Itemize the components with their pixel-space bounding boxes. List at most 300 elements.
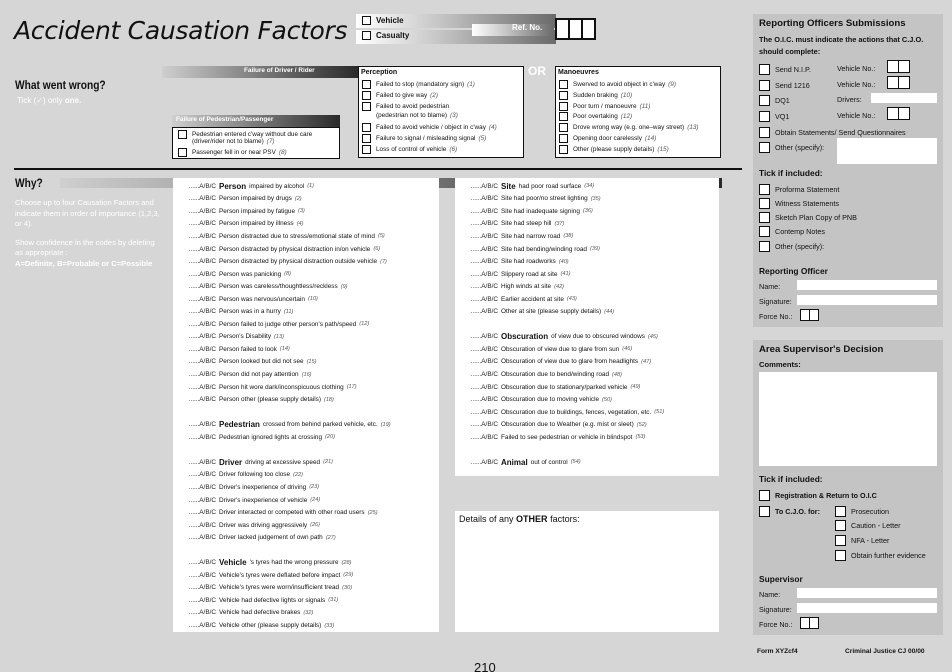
abc-rating[interactable]: ......A/B/C	[188, 433, 216, 441]
cause-row[interactable]	[173, 469, 439, 482]
option-text: Swerved to avoid object in c'way	[573, 81, 666, 88]
cause-code: (26)	[310, 522, 321, 529]
caution-letter-checkbox[interactable]	[835, 520, 846, 531]
abc-rating[interactable]: ......A/B/C	[188, 383, 216, 391]
option-text: Poor overtaking	[573, 113, 618, 121]
cause-row[interactable]	[173, 343, 439, 356]
cause-text: Vehicle had defective brakes	[219, 609, 301, 617]
option-checkbox[interactable]	[559, 91, 568, 100]
cause-code: (32)	[303, 609, 314, 616]
cause-text: High winds at site	[501, 283, 552, 291]
cause-text: Person looked but did not see	[219, 358, 304, 366]
abc-rating[interactable]: ......A/B/C	[188, 358, 216, 366]
cause-row[interactable]	[173, 456, 439, 469]
cause-text: Site had poor/no street lighting	[501, 195, 588, 203]
abc-rating[interactable]: ......A/B/C	[470, 371, 498, 379]
cause-row[interactable]	[173, 557, 439, 570]
cause-text: Person impaired by illness	[219, 220, 294, 228]
casualty-label: Casualty	[376, 31, 410, 40]
cause-row[interactable]	[455, 255, 719, 268]
abc-rating[interactable]: ......A/B/C	[470, 220, 498, 228]
cause-text: Vehicle's tyres were worn/insufficient tread	[219, 584, 340, 592]
wrong-option	[362, 102, 452, 111]
further-evidence-checkbox[interactable]	[835, 550, 846, 561]
option-checkbox[interactable]	[362, 123, 371, 132]
reporting-panel: Reporting Officers Submissions The O.I.C. must indicate the actions that C.J.O. should complete: Send N.I.P. Vehicle No.: Send 1216 Vehicle No.: DQ1 Drivers: VQ1 Vehicle No.: Obtain Statements/ Send Questionnaires Other (specify): Tick if included: Proforma Statement Witness Statements Sketch Plan Copy of PNB Contemp Notes Other (specify): Reporting Officer Name: Signature: Force No.:	[753, 14, 943, 327]
abc-rating[interactable]: ......A/B/C	[188, 421, 216, 429]
cause-text: Person did not pay attention	[219, 371, 299, 379]
cause-code: (18)	[323, 396, 334, 403]
cause-code: (48)	[612, 371, 622, 378]
cause-text: Person distracted by physical distraction in/on vehicle	[219, 245, 371, 253]
cause-group-label: Pedestrian	[219, 420, 260, 430]
wrong-option	[362, 80, 475, 89]
cause-code: (47)	[641, 358, 652, 365]
option-checkbox[interactable]	[559, 145, 568, 154]
abc-rating[interactable]: ......A/B/C	[188, 345, 216, 353]
abc-rating[interactable]: ......A/B/C	[188, 559, 216, 567]
nfa-letter-checkbox[interactable]	[835, 535, 846, 546]
cause-code: (52)	[636, 421, 647, 428]
cause-text: Person hit wore dark/inconspicuous clothing	[219, 383, 344, 391]
abc-rating[interactable]: ......A/B/C	[188, 534, 216, 542]
sketch-plan-checkbox[interactable]	[759, 212, 770, 223]
cause-row[interactable]	[173, 431, 439, 444]
cause-code: (42)	[554, 283, 565, 290]
abc-rating[interactable]: ......A/B/C	[188, 596, 216, 604]
reporting-instructions: The O.I.C. must indicate the actions that C.J.O. should complete:	[759, 35, 924, 56]
to-cjo-checkbox[interactable]	[759, 506, 770, 517]
cause-code: (44)	[604, 308, 615, 315]
ref-no-label: Ref. No.	[512, 23, 543, 32]
cause-code: (15)	[306, 358, 317, 365]
cause-text: Obscuration due to moving vehicle	[501, 396, 600, 404]
cause-row[interactable]	[173, 243, 439, 256]
cause-code: (40)	[558, 258, 569, 265]
option-text: Failed to avoid pedestrian	[376, 102, 450, 110]
cause-text: Person distracted by physical distraction outside vehicle	[219, 258, 378, 266]
supervisor-signature-field[interactable]	[797, 603, 937, 613]
cause-code: (7)	[380, 258, 387, 265]
dq1-checkbox[interactable]	[759, 95, 770, 106]
cause-code: (16)	[301, 371, 312, 378]
abc-rating[interactable]: ......A/B/C	[188, 295, 216, 303]
cause-row[interactable]	[455, 381, 719, 394]
other-specify-checkbox[interactable]	[759, 142, 770, 153]
option-text: Failed to stop (mandatory sign)	[376, 81, 465, 88]
wrong-option	[559, 112, 632, 121]
abc-rating[interactable]: ......A/B/C	[188, 483, 216, 491]
option-code: (3)	[450, 112, 458, 120]
cause-code: (30)	[342, 584, 353, 591]
why-instructions: Choose up to four Causation Factors and indicate them in order of importance (1,2,3, or 4). Show confidence in the codes by deleting as appropriate : A=Definite, B=Probable or C=Possible	[15, 198, 160, 268]
cause-row[interactable]	[455, 343, 719, 356]
abc-rating[interactable]: ......A/B/C	[188, 571, 216, 579]
cause-code: (51)	[654, 409, 665, 416]
vehicle-checkbox[interactable]	[362, 16, 371, 25]
cause-row[interactable]	[455, 280, 719, 293]
or-label: OR	[528, 64, 546, 78]
supervisor-force-field[interactable]	[801, 616, 819, 634]
cause-code: (1)	[307, 183, 315, 190]
other-factors-label: Details of any OTHER factors:	[459, 514, 580, 524]
page-number: 210	[474, 660, 496, 672]
cause-text: out of control	[530, 458, 568, 466]
cause-row[interactable]	[455, 243, 719, 256]
cause-text: Driver was driving aggressively	[219, 521, 308, 529]
cause-text: Vehicle other (please supply details)	[219, 622, 322, 630]
abc-rating[interactable]: ......A/B/C	[188, 320, 216, 328]
abc-rating[interactable]: ......A/B/C	[188, 521, 216, 529]
cause-text: Person distracted due to stress/emotional state of mind	[219, 232, 375, 240]
option-code: (12)	[620, 113, 633, 121]
option-text: Poor turn / manoeuvre	[573, 102, 637, 110]
cause-row[interactable]	[173, 393, 439, 406]
obtain-statements-checkbox[interactable]	[759, 127, 770, 138]
cause-text: Person other (please supply details)	[219, 396, 321, 404]
cause-row[interactable]	[173, 230, 439, 243]
cause-row[interactable]	[173, 381, 439, 394]
cause-code: (34)	[584, 183, 595, 190]
cause-row[interactable]	[455, 180, 719, 193]
pedestrian-checkbox[interactable]	[178, 130, 187, 139]
abc-rating[interactable]: ......A/B/C	[188, 308, 216, 316]
abc-rating[interactable]: ......A/B/C	[470, 333, 498, 341]
option-checkbox[interactable]	[362, 102, 371, 111]
ref-no-field[interactable]	[557, 18, 596, 45]
abc-rating[interactable]: ......A/B/C	[188, 207, 216, 215]
abc-rating[interactable]: ......A/B/C	[470, 358, 498, 366]
abc-rating[interactable]: ......A/B/C	[188, 333, 216, 341]
abc-rating[interactable]: ......A/B/C	[188, 283, 216, 291]
contemp-notes-checkbox[interactable]	[759, 226, 770, 237]
abc-rating[interactable]: ......A/B/C	[188, 584, 216, 592]
cause-text: Driver interacted or competed with other road users	[219, 509, 365, 517]
cause-row[interactable]	[173, 418, 439, 431]
abc-rating[interactable]: ......A/B/C	[470, 345, 498, 353]
cause-row[interactable]	[173, 619, 439, 632]
cause-text: Driver following too close	[219, 471, 291, 479]
wrong-option	[559, 91, 632, 100]
option-checkbox[interactable]	[362, 91, 371, 100]
what-went-wrong-heading: What went wrong?	[15, 78, 106, 92]
cause-row[interactable]	[173, 582, 439, 595]
cause-text: Driver's inexperience of vehicle	[219, 496, 308, 504]
abc-rating[interactable]: ......A/B/C	[470, 408, 498, 416]
cause-code: (49)	[630, 384, 641, 391]
cause-code: (45)	[647, 333, 658, 340]
cause-row[interactable]	[173, 280, 439, 293]
perception-box: Perception Failed to stop (mandatory sign) (1) Failed to give way (2) Failed to avoid pedestrian (pedestrian not to blame) (3) Failed to avoid vehicle / object in c'way (4) Failure to signal / misleading signal (5) Loss of control of vehicle (6)	[358, 66, 524, 158]
why-heading: Why?	[15, 176, 43, 190]
cause-code: (46)	[622, 346, 633, 353]
cause-row[interactable]	[455, 418, 719, 431]
cause-group-label: Obscuration	[501, 332, 549, 342]
send-nip-checkbox[interactable]	[759, 64, 770, 75]
abc-rating[interactable]: ......A/B/C	[188, 496, 216, 504]
wrong-option	[362, 134, 486, 143]
option-checkbox[interactable]	[362, 145, 371, 154]
abc-rating[interactable]: ......A/B/C	[470, 383, 498, 391]
cause-code: (23)	[309, 484, 320, 491]
wrong-option	[559, 145, 669, 154]
abc-rating[interactable]: ......A/B/C	[470, 258, 498, 266]
wrong-option	[559, 102, 650, 111]
drivers-field[interactable]	[871, 93, 937, 103]
cause-code: (21)	[323, 459, 334, 466]
supervisor-decision-heading: Area Supervisor's Decision	[759, 344, 884, 355]
option-checkbox[interactable]	[559, 112, 568, 121]
cause-text: Other at site (please supply details)	[501, 308, 602, 316]
abc-rating[interactable]: ......A/B/C	[188, 258, 216, 266]
cause-code: (36)	[582, 208, 593, 215]
cause-text: Obscuration of view due to glare from sun	[501, 345, 620, 353]
cause-text: Person was panicking	[219, 270, 282, 278]
cause-code: (17)	[346, 384, 357, 391]
cause-row[interactable]	[455, 306, 719, 319]
cause-row[interactable]	[455, 218, 719, 231]
cause-row[interactable]	[455, 368, 719, 381]
abc-rating[interactable]: ......A/B/C	[188, 220, 216, 228]
vq1-checkbox[interactable]	[759, 111, 770, 122]
option-text: Failure to signal / misleading signal	[376, 135, 476, 142]
cause-code: (24)	[310, 497, 321, 504]
cause-row[interactable]	[455, 205, 719, 218]
officer-name-field[interactable]	[797, 280, 937, 290]
option-code: (13)	[687, 124, 699, 132]
cause-row[interactable]	[455, 456, 719, 469]
cause-code: (3)	[298, 208, 305, 215]
registration-return-checkbox[interactable]	[759, 490, 770, 501]
abc-rating[interactable]: ......A/B/C	[470, 295, 498, 303]
send-1216-checkbox[interactable]	[759, 80, 770, 91]
cause-row[interactable]	[173, 193, 439, 206]
comments-field[interactable]	[759, 372, 937, 466]
cause-text: Site had steep hill	[501, 220, 552, 228]
cause-code: (39)	[589, 246, 600, 253]
abc-rating[interactable]: ......A/B/C	[188, 182, 216, 190]
abc-rating[interactable]: ......A/B/C	[470, 458, 498, 466]
cause-text: Site had roadworks	[501, 258, 556, 266]
option-code: (1)	[467, 81, 475, 88]
cause-row[interactable]	[173, 368, 439, 381]
wrong-option	[559, 80, 676, 89]
cause-text: Obscuration due to stationary/parked vehicle	[501, 383, 628, 391]
option-code: (6)	[449, 145, 458, 153]
cause-text: had poor road surface	[518, 182, 582, 190]
cause-code: (22)	[293, 471, 303, 478]
supervisor-panel: Area Supervisor's Decision Comments: Tick if included: Registration & Return to O.I.C To C.J.O. for: Prosecution Caution - Letter NFA - Letter Obtain further evidence Supervisor Name: Signature: Force No.:	[753, 340, 943, 635]
officer-signature-field[interactable]	[797, 295, 937, 305]
cause-row[interactable]	[173, 268, 439, 281]
abc-rating[interactable]: ......A/B/C	[188, 195, 216, 203]
page-title: Accident Causation Factors	[14, 16, 348, 45]
tick-hint: Tick (✓) only one.	[17, 96, 82, 105]
cause-text: Vehicle's tyres were deflated before impact	[219, 571, 341, 579]
prosecution-checkbox[interactable]	[835, 506, 846, 517]
cause-row[interactable]	[173, 594, 439, 607]
cause-row[interactable]	[173, 356, 439, 369]
cause-row[interactable]	[455, 293, 719, 306]
cause-code: (31)	[328, 597, 339, 604]
vehicle-label: Vehicle	[376, 16, 404, 25]
proforma-checkbox[interactable]	[759, 184, 770, 195]
cause-row[interactable]	[173, 607, 439, 620]
option-code: (14)	[644, 135, 657, 142]
cause-row[interactable]	[455, 193, 719, 206]
cause-text: Driver lacked judgement of own path	[219, 534, 323, 542]
witness-checkbox[interactable]	[759, 198, 770, 209]
tick-other-checkbox[interactable]	[759, 241, 770, 252]
option-code: (10)	[620, 91, 633, 99]
cause-code: (41)	[560, 271, 571, 278]
cause-row[interactable]	[173, 255, 439, 268]
abc-rating[interactable]: ......A/B/C	[188, 609, 216, 617]
cause-text: Person impaired by fatigue	[219, 207, 296, 215]
wrong-option	[362, 91, 438, 100]
option-checkbox[interactable]	[362, 80, 371, 89]
cause-row[interactable]	[455, 230, 719, 243]
cause-text: of view due to obscured windows	[551, 333, 645, 341]
option-checkbox[interactable]	[559, 102, 568, 111]
cause-row[interactable]	[455, 406, 719, 419]
cause-code: (14)	[279, 346, 290, 353]
abc-rating[interactable]: ......A/B/C	[470, 195, 498, 203]
supervisor-name-field[interactable]	[797, 588, 937, 598]
abc-rating[interactable]: ......A/B/C	[470, 283, 498, 291]
cause-text: Pedestrian ignored lights at crossing	[219, 433, 323, 441]
cause-code: (20)	[325, 434, 335, 441]
cause-text: Obscuration due to buildings, fences, vegetation, etc.	[501, 408, 652, 416]
cause-row[interactable]	[455, 356, 719, 369]
casualty-checkbox[interactable]	[362, 31, 371, 40]
cause-row[interactable]	[455, 431, 719, 444]
abc-rating[interactable]: ......A/B/C	[188, 371, 216, 379]
abc-rating[interactable]: ......A/B/C	[470, 245, 498, 253]
cause-group-label: Vehicle	[219, 558, 247, 568]
pedestrian-failure-bar: Failure of Pedestrian/Passenger	[176, 116, 274, 123]
other-specify-field[interactable]	[837, 138, 937, 164]
abc-rating[interactable]: ......A/B/C	[470, 433, 498, 441]
option-code: (4)	[488, 124, 497, 132]
cause-code: (33)	[324, 622, 335, 629]
cause-row[interactable]	[173, 218, 439, 231]
wrong-option	[559, 134, 656, 143]
cause-row[interactable]	[173, 306, 439, 319]
cause-text: impaired by alcohol	[249, 182, 305, 190]
abc-rating[interactable]: ......A/B/C	[470, 207, 498, 215]
reporting-officer-heading: Reporting Officer	[759, 266, 828, 276]
abc-rating[interactable]: ......A/B/C	[188, 270, 216, 278]
s1216-vehicle-field[interactable]	[888, 76, 910, 94]
cause-row[interactable]	[455, 331, 719, 344]
manoeuvres-box: Manoeuvres Swerved to avoid object in c'way (9) Sudden braking (10) Poor turn / manoeuvre (11) Poor overtaking (12) Drove wrong way (e.g. one–way street) (13) Opening door carelessly (14) Other (please supply details) (15)	[555, 66, 721, 158]
abc-rating[interactable]: ......A/B/C	[470, 421, 498, 429]
abc-rating[interactable]: ......A/B/C	[470, 308, 498, 316]
cause-text: Driver's inexperience of driving	[219, 483, 307, 491]
cause-code: (10)	[307, 296, 318, 303]
abc-rating[interactable]: ......A/B/C	[188, 245, 216, 253]
option-checkbox[interactable]	[559, 134, 568, 143]
cause-group-label: Person	[219, 181, 247, 191]
cause-row[interactable]	[173, 569, 439, 582]
officer-force-field[interactable]	[801, 308, 819, 326]
cause-text: Person impaired by drugs	[219, 195, 292, 203]
cause-row[interactable]	[455, 393, 719, 406]
abc-rating[interactable]: ......A/B/C	[188, 622, 216, 630]
abc-rating[interactable]: ......A/B/C	[188, 396, 216, 404]
cause-row[interactable]	[455, 268, 719, 281]
cause-row[interactable]	[173, 205, 439, 218]
cause-text: driving at excessive speed	[245, 458, 321, 466]
abc-rating[interactable]: ......A/B/C	[470, 182, 498, 190]
reporting-heading: Reporting Officers Submissions	[759, 18, 906, 29]
wrong-option	[362, 145, 457, 154]
cause-row[interactable]	[173, 519, 439, 532]
cause-row[interactable]	[173, 481, 439, 494]
cause-text: Earlier accident at site	[501, 295, 564, 303]
cause-row[interactable]	[173, 506, 439, 519]
cause-row[interactable]	[173, 180, 439, 193]
passenger-checkbox[interactable]	[178, 148, 187, 157]
wrong-option	[559, 123, 699, 132]
option-code: (11)	[639, 102, 651, 110]
abc-rating[interactable]: ......A/B/C	[188, 232, 216, 240]
cause-code: (54)	[570, 459, 581, 466]
cause-code: (4)	[296, 220, 304, 227]
abc-rating[interactable]: ......A/B/C	[470, 270, 498, 278]
causes-list-left	[173, 178, 439, 632]
cause-text: Site had bending/winding road	[501, 245, 587, 253]
cause-code: (37)	[554, 220, 565, 227]
option-text: Failed to avoid vehicle / object in c'way	[376, 124, 486, 132]
cause-text: Obscuration due to Weather (e.g. mist or sleet)	[501, 421, 634, 429]
causes-list-middle	[455, 178, 719, 476]
supervisor-tick-heading: Tick if included:	[759, 474, 823, 484]
option-checkbox[interactable]	[559, 123, 568, 132]
cause-row[interactable]	[173, 531, 439, 544]
cause-text: Vehicle had defective lights or signals	[219, 596, 326, 604]
cause-row[interactable]	[173, 293, 439, 306]
cause-code: (38)	[563, 233, 574, 240]
cause-code: (2)	[294, 195, 302, 202]
abc-rating[interactable]: ......A/B/C	[188, 471, 216, 479]
vq1-vehicle-field[interactable]	[888, 107, 910, 125]
cause-text: 's tyres had the wrong pressure	[249, 559, 339, 567]
option-checkbox[interactable]	[559, 80, 568, 89]
cause-row[interactable]	[173, 318, 439, 331]
cause-code: (13)	[274, 333, 284, 340]
abc-rating[interactable]: ......A/B/C	[470, 232, 498, 240]
cause-text: Obscuration of view due to glare from headlights	[501, 358, 639, 366]
cause-text: Site had narrow road	[501, 232, 561, 240]
option-code: (15)	[657, 145, 669, 153]
cause-row[interactable]	[173, 494, 439, 507]
option-text: Other (please supply details)	[573, 145, 655, 153]
other-factors-box[interactable]	[455, 511, 719, 632]
abc-rating[interactable]: ......A/B/C	[188, 509, 216, 517]
option-code: (9)	[668, 81, 676, 88]
cause-code: (53)	[635, 434, 646, 441]
cause-code: (5)	[377, 233, 385, 240]
cause-text: Failed to see pedestrian or vehicle in blindspot	[501, 433, 633, 441]
option-checkbox[interactable]	[362, 134, 371, 143]
cause-code: (29)	[343, 572, 354, 579]
cause-row[interactable]	[173, 331, 439, 344]
cause-code: (8)	[284, 271, 292, 278]
abc-rating[interactable]: ......A/B/C	[470, 396, 498, 404]
abc-rating[interactable]: ......A/B/C	[188, 458, 216, 466]
